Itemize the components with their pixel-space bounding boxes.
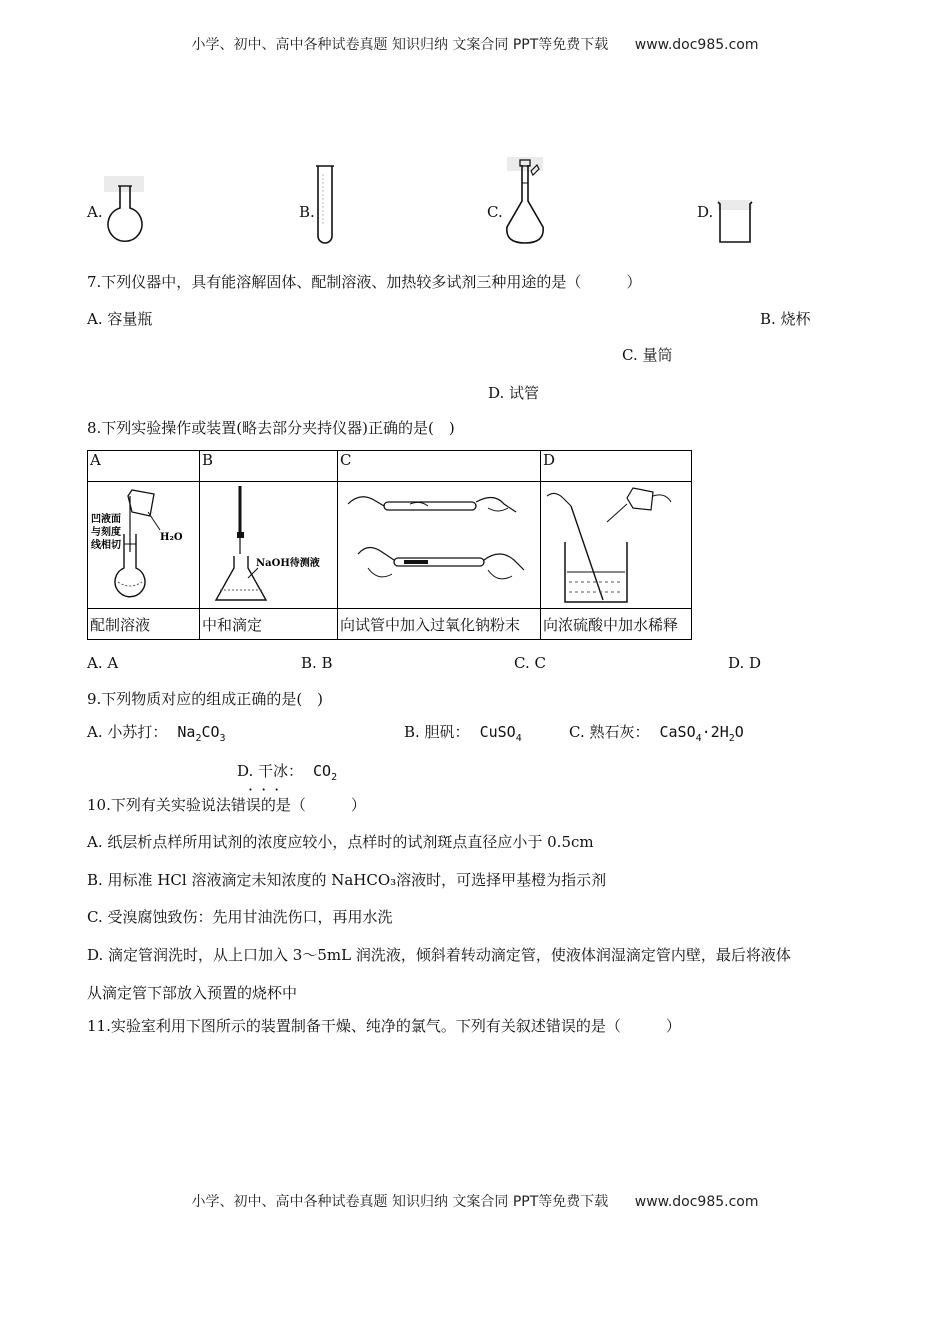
q8-figure-b-cell xyxy=(200,482,338,609)
q6-option-d-label: D. xyxy=(697,203,714,221)
q9-stem: 9.下列物质对应的组成正确的是( ) xyxy=(87,690,324,708)
q8-option-a[interactable]: A. A xyxy=(87,654,119,672)
volumetric-flask-pouring-figure xyxy=(88,482,199,608)
q7-option-d[interactable]: D. 试管 xyxy=(488,384,540,402)
q6-option-b-label: B. xyxy=(299,203,315,221)
q11-stem: 11.实验室利用下图所示的装置制备干燥、纯净的氯气。下列有关叙述错误的是（ ） xyxy=(87,1017,681,1035)
beaker-icon xyxy=(714,198,756,246)
dilution-figure xyxy=(541,482,691,608)
footer-url[interactable]: www.doc985.com xyxy=(634,1194,759,1210)
q7-stem: 7.下列仪器中，具有能溶解固体、配制溶液、加热较多试剂三种用途的是（ ） xyxy=(87,273,642,291)
test-tube-powder-figure xyxy=(338,482,540,608)
q8-caption-b: 中和滴定 xyxy=(200,609,338,640)
q10-option-a[interactable]: A. 纸层析点样所用试剂的浓度应较小，点样时的试剂斑点直径应小于 0.5cm xyxy=(87,833,594,851)
q8-option-c[interactable]: C. C xyxy=(514,654,546,672)
fig-a-label-2: 与刻度 xyxy=(91,527,121,538)
emphasis-dots: ··· xyxy=(248,780,288,799)
q8-header-a: A xyxy=(88,451,200,482)
q7-option-b[interactable]: B. 烧杯 xyxy=(760,310,811,328)
volumetric-flask-icon xyxy=(503,157,547,247)
round-flask-icon xyxy=(104,176,148,246)
q8-stem: 8.下列实验操作或装置(略去部分夹持仪器)正确的是( ) xyxy=(87,419,455,437)
test-tube-icon xyxy=(315,164,335,246)
q8-caption-a: 配制溶液 xyxy=(88,609,200,640)
page-footer xyxy=(0,1191,950,1211)
q8-header-c: C xyxy=(338,451,541,482)
q10-option-d-line2[interactable]: 从滴定管下部放入预置的烧杯中 xyxy=(87,984,298,1002)
q9-option-b[interactable]: B. 胆矾： CuSO$_4$ xyxy=(404,723,522,744)
header-text: 小学、初中、高中各种试卷真题 知识归纳 文案合同 PPT等免费下载 xyxy=(191,37,609,53)
footer-text: 小学、初中、高中各种试卷真题 知识归纳 文案合同 PPT等免费下载 xyxy=(191,1194,609,1210)
q7-option-a[interactable]: A. 容量瓶 xyxy=(87,310,153,328)
q8-figure-a-cell xyxy=(88,482,200,609)
fig-a-label-3: 线相切 xyxy=(91,540,121,551)
q8-caption-d: 向浓硫酸中加水稀释 xyxy=(541,609,692,640)
q8-option-b[interactable]: B. B xyxy=(301,654,333,672)
q8-caption-c: 向试管中加入过氧化钠粉末 xyxy=(338,609,541,640)
q7-option-c[interactable]: C. 量筒 xyxy=(622,346,673,364)
page-header xyxy=(0,34,950,54)
q9-option-d[interactable]: D. 干冰： $CO_2$ xyxy=(237,762,338,783)
q8-option-d[interactable]: D. D xyxy=(728,654,762,672)
q8-apparatus-table xyxy=(87,450,692,640)
q8-figure-d-cell xyxy=(541,482,692,609)
q10-option-b[interactable]: B. 用标准 HCl 溶液滴定未知浓度的 NaHCO₃溶液时，可选择甲基橙为指示剂 xyxy=(87,871,607,889)
q10-stem: 10.下列有关实验说法错误的是（ ） xyxy=(87,796,366,814)
fig-a-h2o: H₂O xyxy=(160,532,183,543)
q8-figure-c-cell xyxy=(338,482,541,609)
q10-option-d-line1[interactable]: D. 滴定管润洗时，从上口加入 3～5mL 润洗液，倾斜着转动滴定管，使液体润湿滴定管内壁，最后将液体 xyxy=(87,946,791,964)
q6-option-c-label: C. xyxy=(487,203,503,221)
q8-header-b: B xyxy=(200,451,338,482)
header-url[interactable]: www.doc985.com xyxy=(634,37,759,53)
titration-figure xyxy=(200,482,337,608)
fig-b-label: NaOH待测液 xyxy=(256,558,320,569)
fig-a-label-1: 凹液面 xyxy=(91,514,121,525)
q9-option-c[interactable]: C. 熟石灰： $CaSO_4\cdot 2H_2O$ xyxy=(569,723,744,744)
q8-header-d: D xyxy=(541,451,692,482)
q9-option-a[interactable]: A. 小苏打： $Na_2CO_3$ xyxy=(87,723,226,744)
q6-option-a-label: A. xyxy=(87,203,103,221)
q10-option-c[interactable]: C. 受溴腐蚀致伤：先用甘油洗伤口，再用水洗 xyxy=(87,908,393,926)
